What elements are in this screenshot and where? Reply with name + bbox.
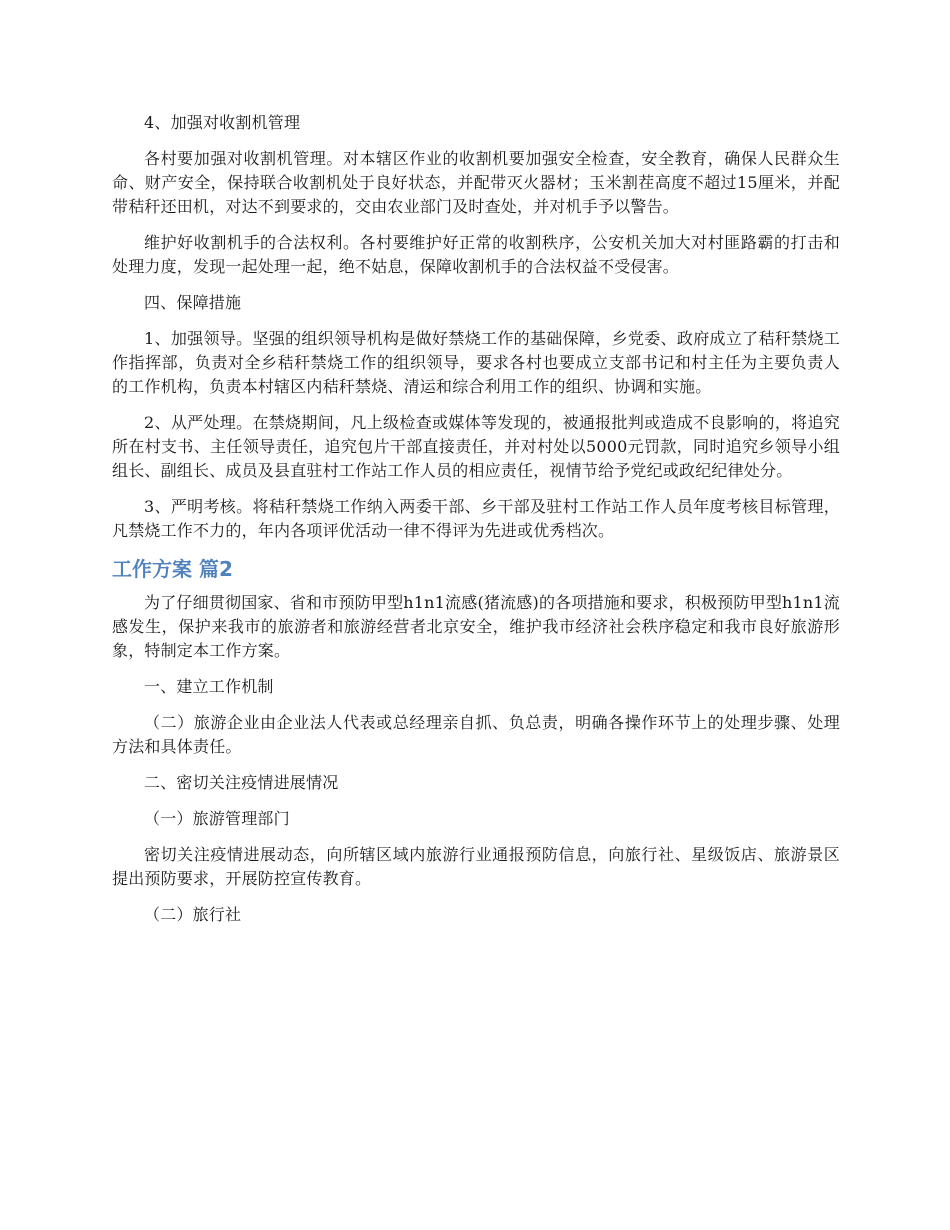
paragraph-monitoring-heading: 二、密切关注疫情进展情况 [144, 773, 339, 792]
document-body [112, 111, 840, 939]
paragraph-harvester-management: 各村要加强对收割机管理。对本辖区作业的收割机要加强安全检查，安全教育，确保人民群众生命、财产安全，保持联合收割机处于良好状态，并配带灭火器材；玉米割茬高度不超过15厘米，并配带秸秆还田机，对达不到要求的，交由农业部门及时查处，并对机手予以警告。 [112, 149, 840, 216]
paragraph-strict-handling: 2、从严处理。在禁烧期间，凡上级检查或媒体等发现的，被通报批判或造成不良影响的，将追究所在村支书、主任领导责任，追究包片干部直接责任，并对村处以5000元罚款，同时追究乡领导小组组长、副组长、成员及县直驻村工作站工作人员的相应责任，视情节给予党纪或政纪纪律处分。 [112, 413, 840, 480]
paragraph-mechanism-heading: 一、建立工作机制 [144, 677, 274, 696]
paragraph-leadership: 1、加强领导。坚强的组织领导机构是做好禁烧工作的基础保障，乡党委、政府成立了秸秆禁烧工作指挥部，负责对全乡秸秆禁烧工作的组织领导，要求各村也要成立支部书记和村主任为主要负责人的工作机构，负责本村辖区内秸秆禁烧、清运和综合利用工作的组织、协调和实施。 [112, 329, 840, 396]
paragraph-travel-agency-heading: （二）旅行社 [144, 905, 242, 924]
paragraph-plan-intro: 为了仔细贯彻国家、省和市预防甲型h1n1流感(猪流感)的各项措施和要求，积极预防甲型h1n1流感发生，保护来我市的旅游者和旅游经营者北京安全，维护我市经济社会秩序稳定和我市良好旅游形象，特制定本工作方案。 [112, 593, 840, 660]
paragraph-assessment: 3、严明考核。将秸秆禁烧工作纳入两委干部、乡干部及驻村工作站工作人员年度考核目标管理，凡禁烧工作不力的，年内各项评优活动一律不得评为先进或优秀档次。 [112, 497, 840, 540]
paragraph-harvester-rights: 维护好收割机手的合法权利。各村要维护好正常的收割秩序，公安机关加大对村匪路霸的打击和处理力度，发现一起处理一起，绝不姑息，保障收割机手的合法权益不受侵害。 [112, 233, 840, 276]
paragraph-safeguard-heading: 四、保障措施 [144, 293, 242, 312]
section-heading-plan-2: 工作方案 篇2 [112, 557, 233, 581]
paragraph-tourism-department-heading: （一）旅游管理部门 [144, 809, 290, 828]
paragraph-enterprise-responsibility: （二）旅游企业由企业法人代表或总经理亲自抓、负总责，明确各操作环节上的处理步骤、处理方法和具体责任。 [112, 713, 840, 756]
paragraph-harvester-heading: 4、加强对收割机管理 [144, 113, 301, 132]
paragraph-tourism-department-duty: 密切关注疫情进展动态，向所辖区域内旅游行业通报预防信息，向旅行社、星级饭店、旅游景区提出预防要求，开展防控宣传教育。 [112, 845, 840, 888]
